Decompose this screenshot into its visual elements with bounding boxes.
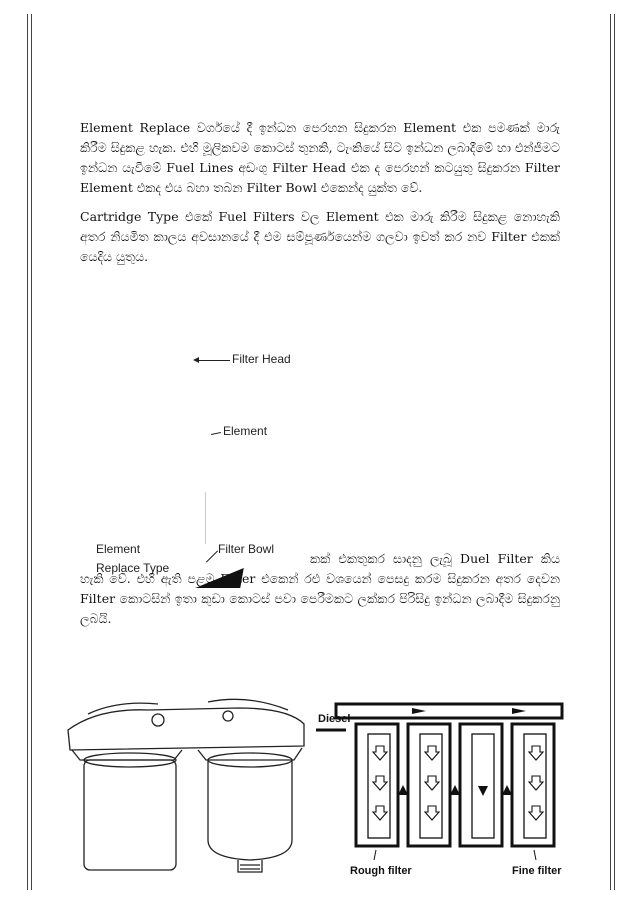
label-element: Element [223, 424, 268, 438]
label-rough-filter: Rough filter [350, 865, 412, 877]
paragraph-element-replace: Element Replace වර්ගයේ දී ඉන්ධන පෙරහන සිදුකරන Element එක පමණක් මාරු කිරීම සිදුකළ හැක. එහි මූලිකවම කොටස් තුනකි, ටැංකියේ සිට ඉන්ධන ලබාදීමේ හා එන්ජිමට ඉන්ධන යැවීමේ Fuel Lines අඩංගු Filter Head එක ද පෙරහන් කටයුතු සිදුකරන Filter Element එකද එය බහා තබන Filter Bowl එකෙන්ද යුක්ත වේ. [80, 120, 560, 195]
filter-head-arrow [197, 360, 230, 361]
paragraph-cartridge-type: Cartridge Type එකේ Fuel Filters වල Element එක මාරු කිරීම සිදුකළ නොහැකි අතර නියමිත කාලය අවසානයේ දී එම සම්පූර්ණයෙන්ම ගලවා ඉවත් කර නව Filter එකක් යෙදිය යුතුය. [80, 209, 560, 264]
element-leader-line [211, 432, 221, 435]
diagram-faint-line [205, 492, 206, 544]
paragraph-duel-filter-text: කක් එකතුකර සාදනු ලැබූ Duel Filter කිය හැකි වේ. එහි ඇති පළමු Filter එකෙන් රළු වශයෙන් පෙසදු කරම සිදුකරන අතර දෙවන Filter කොටසින් ඉතා කුඩා කොටස් පවා පෙරීමකට ලක්කර පිරිසිදු ඉන්ධන ලබාදීම සිදුකරනු ලබයි. [80, 551, 560, 626]
rough-fine-filter-diagram [316, 690, 580, 880]
label-element-replace-line1: Element [96, 542, 141, 556]
label-filter-head: Filter Head [232, 352, 291, 366]
label-diesel: Diesel [318, 713, 351, 725]
label-filter-bowl: Filter Bowl [218, 542, 275, 556]
label-fine-filter: Fine filter [512, 865, 562, 877]
paragraph-duel-filter [80, 549, 560, 629]
dual-filter-drawing [58, 690, 314, 880]
label-element-replace-line2: Replace Type [96, 561, 170, 575]
